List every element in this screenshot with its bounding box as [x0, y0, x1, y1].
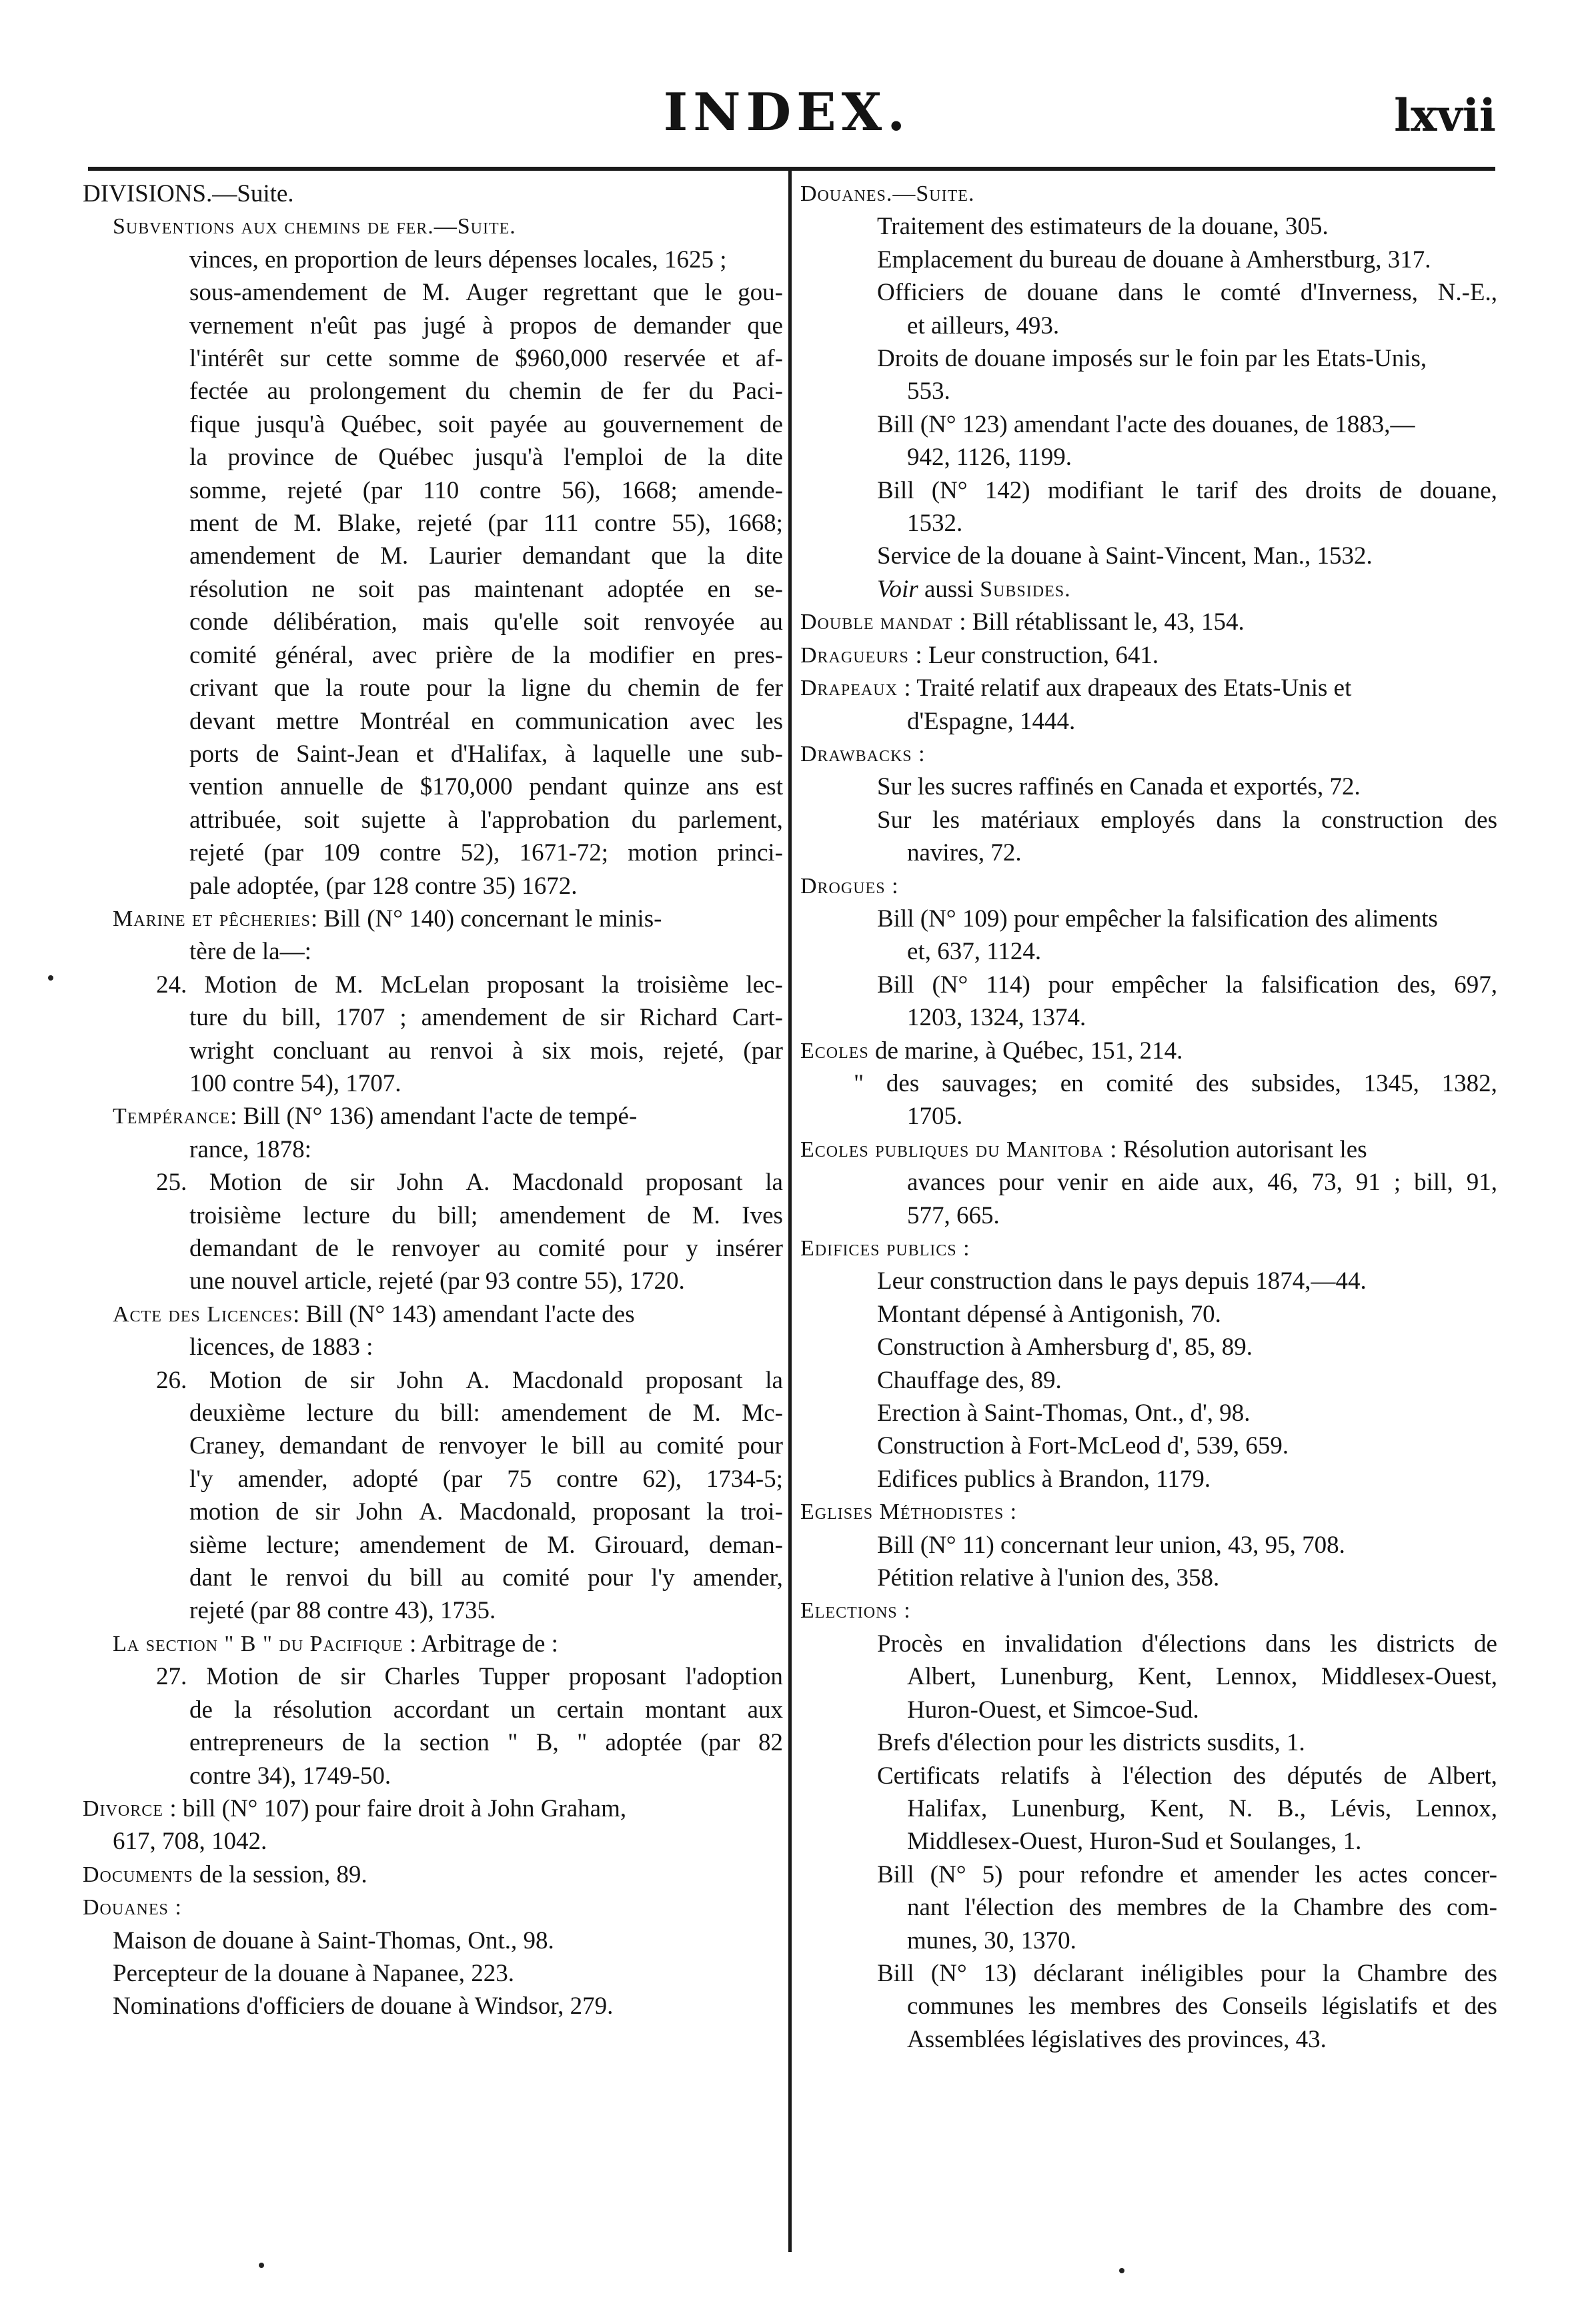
left-column: [83, 177, 783, 2023]
index-line: Traitement des estimateurs de la douane, 305.: [877, 213, 1329, 241]
index-line: 942, 1126, 1199.: [907, 444, 1072, 472]
index-line: Middlesex-Ouest, Huron-Sud et Soulanges, 1.: [907, 1828, 1362, 1856]
index-line: Bill (N° 11) concernant leur union, 43, 95, 708.: [877, 1531, 1345, 1559]
index-line: entrepreneurs de la section " B, " adoptée (par 82: [189, 1729, 783, 1757]
index-line: communes les membres des Conseils législatifs et des: [907, 1992, 1497, 2020]
index-line: attribuée, soit sujette à l'approbation du parlement,: [189, 806, 783, 834]
index-line: Double mandat : Bill rétablissant le, 43, 154.: [800, 608, 1245, 636]
index-line: vernement n'eût pas jugé à propos de demander que: [189, 312, 783, 340]
index-line: Procès en invalidation d'élections dans les districts de: [877, 1630, 1497, 1658]
index-line: Brefs d'élection pour les districts susdits, 1.: [877, 1729, 1305, 1757]
index-line: l'intérêt sur cette somme de $960,000 reservée et af-: [189, 345, 783, 373]
index-line: Construction à Amhersburg d', 85, 89.: [877, 1333, 1253, 1361]
index-line: Ecoles publiques du Manitoba : Résolution autorisant les: [800, 1135, 1367, 1163]
index-line: et, 637, 1124.: [907, 938, 1042, 966]
index-line: 26. Motion de sir John A. Macdonald proposant la: [156, 1366, 783, 1394]
index-line: munes, 30, 1370.: [907, 1926, 1076, 1954]
index-line: La section " B " du Pacifique : Arbitrage de :: [113, 1630, 558, 1658]
index-line: et ailleurs, 493.: [907, 312, 1060, 340]
index-line: sous-amendement de M. Auger regrettant que le gou-: [189, 279, 783, 307]
index-line: comité général, avec prière de la modifier en pres-: [189, 641, 783, 669]
header-rule: [88, 167, 1495, 171]
index-line: 100 contre 54), 1707.: [189, 1069, 402, 1097]
index-line: une nouvel article, rejeté (par 93 contre 55), 1720.: [189, 1267, 685, 1295]
index-line: 577, 665.: [907, 1201, 1000, 1229]
index-line: sième lecture; amendement de M. Girouard, deman-: [189, 1531, 783, 1559]
index-line: Huron-Ouest, et Simcoe-Sud.: [907, 1696, 1199, 1724]
index-line: Drogues :: [800, 873, 899, 899]
index-line: fectée au prolongement du chemin de fer du Paci-: [189, 378, 783, 406]
index-line: rance, 1878:: [189, 1135, 311, 1163]
index-line: tère de la—:: [189, 938, 311, 966]
index-line: la province de Québec jusqu'à l'emploi de la dite: [189, 444, 783, 472]
index-line: Assemblées législatives des provinces, 43.: [907, 2025, 1327, 2053]
index-line: ports de Saint-Jean et d'Halifax, à laquelle une sub-: [189, 740, 783, 768]
index-line: Bill (N° 5) pour refondre et amender les actes concer-: [877, 1860, 1497, 1888]
index-line: 1532.: [907, 510, 963, 538]
index-line: Eglises Méthodistes :: [800, 1500, 1018, 1525]
index-line: pale adoptée, (par 128 contre 35) 1672.: [189, 872, 578, 900]
index-line: dant le renvoi du bill au comité pour l'y amender,: [189, 1564, 783, 1592]
index-line: l'y amender, adopté (par 75 contre 62), 1734-5;: [189, 1465, 783, 1493]
page-number: lxvii: [1394, 89, 1496, 141]
margin-dot: [259, 2263, 264, 2268]
index-line: Construction à Fort-McLeod d', 539, 659.: [877, 1432, 1289, 1460]
index-line: Service de la douane à Saint-Vincent, Man., 1532.: [877, 542, 1373, 570]
margin-dot: [1119, 2268, 1124, 2273]
index-line: ment de M. Blake, rejeté (par 111 contre 55), 1668;: [189, 510, 783, 538]
index-line: wright concluant au renvoi à six mois, rejeté, (par: [189, 1037, 783, 1065]
index-line: Drawbacks :: [800, 741, 926, 766]
index-line: Divorce : bill (N° 107) pour faire droit à John Graham,: [83, 1794, 627, 1822]
index-line: troisième lecture du bill; amendement de M. Ives: [189, 1201, 783, 1229]
index-line: somme, rejeté (par 110 contre 56), 1668; amende-: [189, 476, 783, 504]
index-line: avances pour venir en aide aux, 46, 73, 91 ; bill, 91,: [907, 1169, 1497, 1197]
index-line: de la résolution accordant un certain montant aux: [189, 1696, 783, 1724]
index-line: deuxième lecture du bill: amendement de M. Mc-: [189, 1399, 783, 1427]
index-line: motion de sir John A. Macdonald, proposant la troi-: [189, 1498, 783, 1526]
column-divider: [788, 171, 792, 2252]
index-line: 1203, 1324, 1374.: [907, 1004, 1086, 1032]
index-line: conde délibération, mais qu'elle soit renvoyée au: [189, 608, 783, 636]
index-line: vention annuelle de $170,000 pendant quinze ans est: [189, 773, 783, 801]
index-line: Dragueurs : Leur construction, 641.: [800, 641, 1159, 669]
index-line: crivant que la route pour la ligne du chemin de fer: [189, 674, 783, 702]
index-line: d'Espagne, 1444.: [907, 707, 1076, 735]
index-line: Edifices publics :: [800, 1236, 970, 1261]
margin-dot: [48, 975, 53, 981]
index-line: Percepteur de la douane à Napanee, 223.: [113, 1959, 514, 1987]
index-line: Montant dépensé à Antigonish, 70.: [877, 1300, 1221, 1328]
index-line: Douanes.—Suite.: [800, 181, 975, 206]
index-line: Sur les sucres raffinés en Canada et exportés, 72.: [877, 773, 1361, 801]
index-line: DIVISIONS.—Suite.: [83, 180, 294, 207]
index-line: fique jusqu'à Québec, soit payée au gouvernement de: [189, 410, 783, 438]
index-line: Marine et pêcheries : Bill (N° 140) concernant le minis-: [113, 905, 662, 933]
index-line: 25. Motion de sir John A. Macdonald proposant la: [156, 1169, 783, 1197]
index-line: Droits de douane imposés sur le foin par les Etats-Unis,: [877, 345, 1427, 373]
index-line: Officiers de douane dans le comté d'Inverness, N.-E.,: [877, 279, 1497, 307]
index-line: Bill (N° 114) pour empêcher la falsification des, 697,: [877, 971, 1497, 999]
index-line: Drapeaux : Traité relatif aux drapeaux des Etats-Unis et: [800, 674, 1352, 702]
index-line: contre 34), 1749-50.: [189, 1762, 391, 1790]
index-line: rejeté (par 109 contre 52), 1671-72; motion princi-: [189, 839, 783, 867]
page-title: INDEX.: [663, 82, 911, 143]
index-line: Tempérance : Bill (N° 136) amendant l'acte de tempé-: [113, 1103, 638, 1131]
index-line: nant l'élection des membres de la Chambre des com-: [907, 1894, 1497, 1922]
index-line: Subventions aux chemins de fer.—Suite.: [113, 214, 516, 239]
index-line: Ecoles de marine, à Québec, 151, 214.: [800, 1037, 1183, 1065]
index-line: Voir aussi Subsides.: [877, 575, 1071, 603]
index-line: Chauffage des, 89.: [877, 1366, 1062, 1394]
index-line: Maison de douane à Saint-Thomas, Ont., 98.: [113, 1926, 554, 1954]
index-line: rejeté (par 88 contre 43), 1735.: [189, 1597, 496, 1625]
index-line: " des sauvages; en comité des subsides, 1345, 1382,: [854, 1069, 1497, 1097]
index-line: 27. Motion de sir Charles Tupper proposant l'adoption: [156, 1663, 783, 1691]
index-line: Documents de la session, 89.: [83, 1860, 367, 1888]
index-line: ture du bill, 1707 ; amendement de sir Richard Cart-: [189, 1004, 783, 1032]
index-line: Emplacement du bureau de douane à Amherstburg, 317.: [877, 245, 1431, 273]
index-line: résolution ne soit pas maintenant adoptée en se-: [189, 575, 783, 603]
index-line: Acte des Licences : Bill (N° 143) amendant l'acte des: [113, 1300, 635, 1328]
index-line: Leur construction dans le pays depuis 1874,—44.: [877, 1267, 1367, 1295]
index-line: Certificats relatifs à l'élection des députés de Albert,: [877, 1762, 1497, 1790]
index-line: devant mettre Montréal en communication avec les: [189, 707, 783, 735]
index-line: navires, 72.: [907, 839, 1022, 867]
index-line: Bill (N° 142) modifiant le tarif des droits de douane,: [877, 476, 1497, 504]
right-column: [800, 177, 1497, 2056]
index-line: Bill (N° 13) déclarant inéligibles pour la Chambre des: [877, 1959, 1497, 1987]
index-line: vinces, en proportion de leurs dépenses locales, 1625 ;: [189, 245, 727, 273]
index-line: Craney, demandant de renvoyer le bill au comité pour: [189, 1432, 783, 1460]
index-line: Bill (N° 109) pour empêcher la falsification des aliments: [877, 905, 1438, 933]
index-line: licences, de 1883 :: [189, 1333, 373, 1361]
index-line: Bill (N° 123) amendant l'acte des douanes, de 1883,—: [877, 410, 1415, 438]
index-line: Sur les matériaux employés dans la construction des: [877, 806, 1497, 834]
index-line: demandant de le renvoyer au comité pour y insérer: [189, 1235, 783, 1262]
index-line: Elections :: [800, 1598, 911, 1624]
index-line: 24. Motion de M. McLelan proposant la troisième lec-: [156, 971, 783, 999]
index-line: 1705.: [907, 1103, 963, 1131]
index-line: Halifax, Lunenburg, Kent, N. B., Lévis, Lennox,: [907, 1794, 1497, 1822]
index-line: Erection à Saint-Thomas, Ont., d', 98.: [877, 1399, 1251, 1427]
index-line: 553.: [907, 378, 950, 406]
index-line: Pétition relative à l'union des, 358.: [877, 1564, 1220, 1592]
index-line: amendement de M. Laurier demandant que la dite: [189, 542, 783, 570]
index-line: 617, 708, 1042.: [113, 1828, 267, 1856]
index-line: Albert, Lunenburg, Kent, Lennox, Middlesex-Ouest,: [907, 1663, 1497, 1691]
index-line: Edifices publics à Brandon, 1179.: [877, 1465, 1211, 1493]
index-line: Douanes :: [83, 1895, 182, 1920]
index-line: Nominations d'officiers de douane à Windsor, 279.: [113, 1992, 614, 2020]
